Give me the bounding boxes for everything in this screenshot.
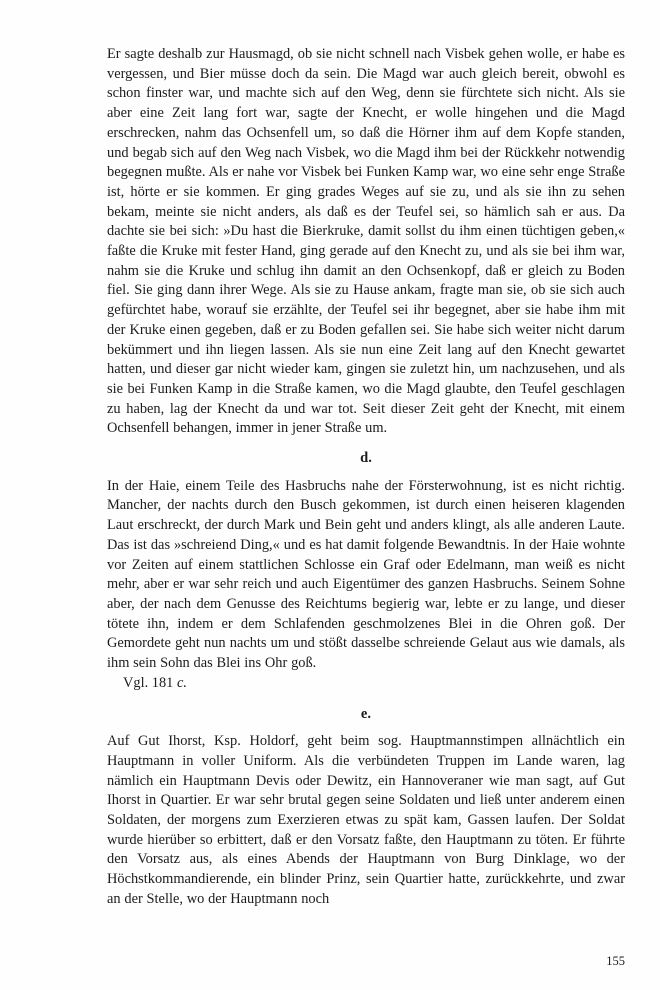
story-paragraph-e: Auf Gut Ihorst, Ksp. Holdorf, geht beim sog. Hauptmannstimpen allnächtlich ein Hauptmann in voller Uniform. Als die verbündeten Truppen im Lande waren, lag nämlich ein Hauptmann Devis oder Dewitz, ein Hannoveraner wie man sagt, auf Gut Ihorst in Quartier. Er war sehr brutal gegen seine Soldaten und ließ unter anderem einen Soldaten, der morgens zum Exerzieren etwas zu spät kam, Gassen laufen. Der Soldat wurde hierüber so erbittert, daß er den Vorsatz faßte, den Hauptmann zu töten. Er führte den Vorsatz aus, als eines Abends der Hauptmann von Burg Dinklage, wo der Höchstkommandierende, ein blinder Prinz, sein Quartier hatte, zurückkehrte, und zwar an der Stelle, wo der Hauptmann noch bbox=[107, 733, 625, 907]
cross-reference-letter: c. bbox=[176, 674, 187, 691]
cross-reference bbox=[107, 674, 625, 694]
cross-reference-text: Vgl. 181 bbox=[123, 674, 177, 691]
page-number: 155 bbox=[606, 954, 625, 968]
book-page-text-block bbox=[107, 45, 625, 910]
story-paragraph-c-continuation: Er sagte deshalb zur Hausmagd, ob sie nicht schnell nach Visbek gehen wolle, er habe es vergessen, und Bier müsse doch da sein. Die Magd war auch gleich bereit, obwohl es schon finster war, und machte sich auf den Weg, denn sie fürchtete sich nicht. Als sie aber eine Zeit lang fort war, sagte der Knecht, er wolle hingehen und die Magd erschrecken, nahm das Ochsenfell um, so daß die Hörner ihm auf dem Kopfe standen, und begab sich auf den Weg nach Visbek, wo die Magd ihm bei der Rückkehr notwendig begegnen mußte. Als er nahe vor Visbek bei Funken Kamp war, wo eine sehr enge Straße ist, hörte er sie kommen. Er ging grades Weges auf sie zu, und als sie ihn zu sehen bekam, meinte sie nicht anders, als daß es der Teufel sei, so hämlich sah er aus. Da dachte sie bei sich: »Du hast die Bierkruke, damit sollst du ihm einen tüchtigen geben,« faßte die Kruke mit fester Hand, ging gerade auf den Knecht zu, und als sie bei ihm war, nahm sie die Kruke und schlug ihn damit an den Ochsenkopf, daß er gleich zu Boden fiel. Sie ging dann ihrer Wege. Als sie zu Hause ankam, fragte man sie, ob sie sich auch gefürchtet habe, worauf sie erzählte, der Teufel sei ihr begegnet, aber sie habe ihm mit der Kruke einen gegeben, daß er zu Boden gefallen sei. Sie habe sich weiter nicht darum bekümmert und ihn liegen lassen. Als sie nun eine Zeit lang auf den Knecht gewartet hatten, und dieser gar nicht wieder kam, gingen sie zuletzt hin, um nachzusehen, und als sie bei Funken Kamp in die Straße kamen, wo die Magd glaubte, den Teufel geschlagen zu haben, lag der Knecht da und war tot. Seit dieser Zeit geht der Knecht, mit einem Ochsenfell behangen, immer in jener Straße um. bbox=[107, 46, 626, 437]
story-paragraph-d: In der Haie, einem Teile des Hasbruchs nahe der Försterwohnung, ist es nicht richtig. Mancher, der nachts durch den Busch gekommen, ist durch einen heiseren klagenden Laut erschreckt, der durch Mark und Bein geht und anders klingt, als alle anderen Laute. Das ist das »schreiend Ding,« und es hat damit folgende Bewandtnis. In der Haie wohnte vor Zeiten auf einem stattlichen Schlosse ein Graf oder Edelmann, man weiß es nicht mehr, aber er war sehr reich und auch Eigentümer des ganzen Hasbruchs. Seinem Sohne aber, der nach dem Genusse des Reichtums begierig war, lebte er zu lange, und dieser tötete ihn, indem er dem Schlafenden geschmolzenes Blei in die Ohren goß. Der Gemordete geht nun nachts um und stößt dasselbe schreiende Gelaut aus wie damals, als ihm sein Sohn das Blei ins Ohr goß. bbox=[107, 477, 625, 672]
section-heading-d: d. bbox=[360, 450, 372, 467]
section-heading-e: e. bbox=[360, 705, 372, 722]
